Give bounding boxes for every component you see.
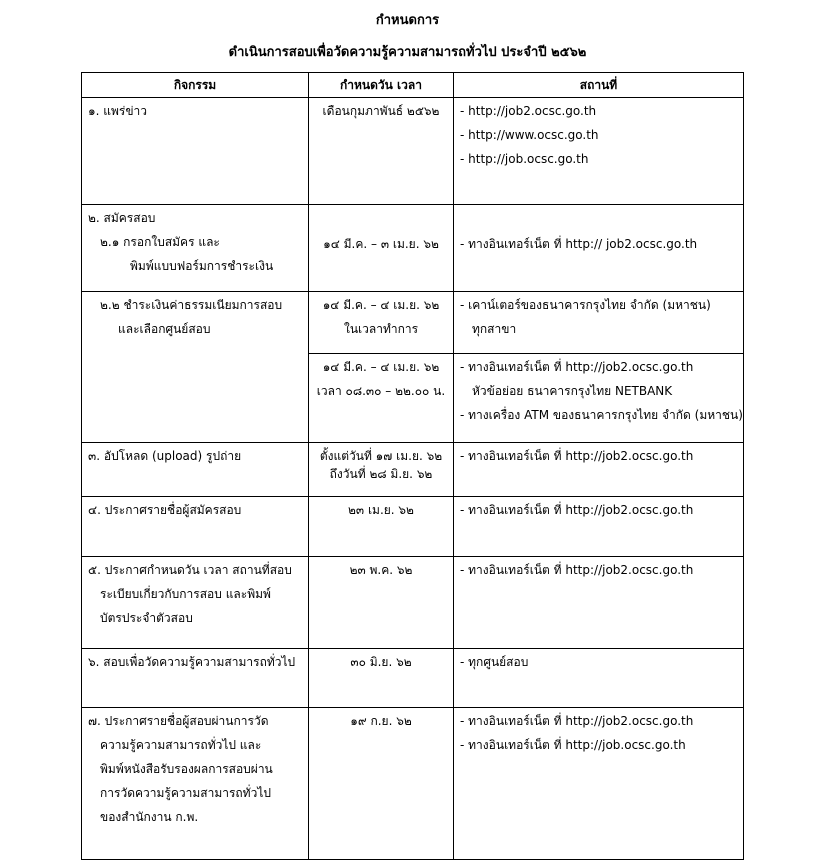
- datetime-cell: [309, 649, 454, 708]
- datetime-cell: [309, 98, 454, 205]
- document-subtitle: ดำเนินการสอบเพื่อวัดความรู้ความสามารถทั่วไป ประจำปี ๒๕๖๒: [228, 45, 587, 60]
- datetime-text: ๑๙ ก.ย. ๖๒: [350, 714, 412, 728]
- table-row: [82, 205, 744, 292]
- place-text: - ทางอินเทอร์เน็ต ที่ http://job2.ocsc.go.th: [460, 503, 694, 517]
- activity-text: ๕. ประกาศกำหนดวัน เวลา สถานที่สอบ: [88, 563, 292, 577]
- datetime-text: ๓๐ มิ.ย. ๖๒: [350, 655, 412, 669]
- datetime-text: ตั้งแต่วันที่ ๑๗ เม.ย. ๖๒: [319, 449, 443, 463]
- activity-text: พิมพ์หนังสือรับรองผลการสอบผ่าน: [100, 762, 273, 776]
- datetime-cell: [309, 443, 454, 497]
- activity-text: ๓. อัปโหลด (upload) รูปถ่าย: [88, 449, 242, 463]
- table-row: [82, 649, 744, 708]
- activity-text: ความรู้ความสามารถทั่วไป และ: [100, 738, 262, 752]
- place-link[interactable]: - http://job.ocsc.go.th: [460, 152, 589, 166]
- place-cell: [454, 443, 744, 497]
- activity-cell: [82, 443, 309, 497]
- datetime-text: ๒๓ เม.ย. ๖๒: [348, 503, 414, 517]
- datetime-text: เวลา ๐๘.๓๐ – ๒๒.๐๐ น.: [316, 384, 446, 398]
- schedule-table: [81, 72, 744, 860]
- activity-text: บัตรประจำตัวสอบ: [100, 611, 193, 625]
- place-text: - ทางอินเทอร์เน็ต ที่ http:// job2.ocsc.go.th: [460, 237, 698, 251]
- activity-text: ๑. แพร่ข่าว: [88, 104, 148, 118]
- place-text: หัวข้อย่อย ธนาคารกรุงไทย NETBANK: [472, 384, 673, 398]
- datetime-text: ถึงวันที่ ๒๘ มิ.ย. ๖๒: [329, 467, 433, 481]
- place-text: - ทางอินเทอร์เน็ต ที่ http://job2.ocsc.go.th: [460, 449, 694, 463]
- activity-cell: [82, 98, 309, 205]
- activity-text: ของสำนักงาน ก.พ.: [100, 810, 199, 824]
- place-link[interactable]: - http://www.ocsc.go.th: [460, 128, 599, 142]
- place-text: - ทุกศูนย์สอบ: [460, 655, 529, 669]
- datetime-cell: [309, 205, 454, 292]
- datetime-text: ๑๔ มี.ค. – ๔ เม.ย. ๖๒: [322, 298, 440, 312]
- datetime-text: ในเวลาทำการ: [343, 322, 419, 336]
- place-cell: [454, 497, 744, 557]
- activity-text: ๗. ประกาศรายชื่อผู้สอบผ่านการวัด: [88, 714, 269, 728]
- sub-activity-text: ๒.๒ ชำระเงินค่าธรรมเนียมการสอบ: [100, 298, 283, 312]
- activity-cell: [82, 205, 309, 292]
- datetime-cell: [309, 292, 454, 354]
- place-link[interactable]: - http://job2.ocsc.go.th: [460, 104, 597, 118]
- place-text: - ทางอินเทอร์เน็ต ที่ http://job2.ocsc.go.th: [460, 714, 694, 728]
- place-cell: [454, 354, 744, 443]
- datetime-cell: [309, 497, 454, 557]
- datetime-text: ๒๓ พ.ค. ๖๒: [349, 563, 413, 577]
- sub-activity-text: พิมพ์แบบฟอร์มการชำระเงิน: [130, 259, 274, 273]
- activity-cell: [82, 497, 309, 557]
- header-datetime: กำหนดวัน เวลา: [309, 73, 454, 98]
- place-text: - ทางอินเทอร์เน็ต ที่ http://job2.ocsc.go.th: [460, 563, 694, 577]
- activity-cell: [82, 292, 309, 443]
- sub-activity-text: ๒.๑ กรอกใบสมัคร และ: [100, 235, 220, 249]
- datetime-cell: [309, 557, 454, 649]
- activity-text: การวัดความรู้ความสามารถทั่วไป: [100, 786, 271, 800]
- activity-text: ๔. ประกาศรายชื่อผู้สมัครสอบ: [88, 503, 242, 517]
- datetime-text: เดือนกุมภาพันธ์ ๒๕๖๒: [322, 104, 440, 118]
- activity-text: ระเบียบเกี่ยวกับการสอบ และพิมพ์: [100, 587, 271, 601]
- place-cell: [454, 205, 744, 292]
- datetime-text: ๑๔ มี.ค. – ๓ เม.ย. ๖๒: [323, 237, 439, 251]
- activity-cell: [82, 557, 309, 649]
- header-activity: กิจกรรม: [82, 73, 309, 98]
- activity-text: ๒. สมัครสอบ: [88, 211, 156, 225]
- sub-activity-text: และเลือกศูนย์สอบ: [118, 322, 211, 336]
- table-row: [82, 708, 744, 860]
- datetime-text: ๑๔ มี.ค. – ๔ เม.ย. ๖๒: [322, 360, 440, 374]
- table-row: [82, 557, 744, 649]
- place-text: - ทางอินเทอร์เน็ต ที่ http://job.ocsc.go.th: [460, 738, 686, 752]
- header-place: สถานที่: [454, 73, 744, 98]
- place-text: ทุกสาขา: [472, 322, 517, 336]
- activity-cell: [82, 708, 309, 860]
- place-text: - ทางเครื่อง ATM ของธนาคารกรุงไทย จำกัด (มหาชน): [460, 408, 743, 422]
- table-row: [82, 292, 744, 354]
- datetime-cell: [309, 354, 454, 443]
- table-row: [82, 497, 744, 557]
- document-title: กำหนดการ: [375, 13, 440, 28]
- place-cell: [454, 292, 744, 354]
- activity-cell: [82, 649, 309, 708]
- place-cell: [454, 557, 744, 649]
- place-cell: [454, 98, 744, 205]
- place-cell: [454, 708, 744, 860]
- place-text: - เคาน์เตอร์ของธนาคารกรุงไทย จำกัด (มหาชน): [460, 298, 711, 312]
- table-row: [82, 98, 744, 205]
- table-row: [82, 443, 744, 497]
- table-header-row: [82, 73, 744, 98]
- activity-text: ๖. สอบเพื่อวัดความรู้ความสามารถทั่วไป: [88, 655, 296, 669]
- place-cell: [454, 649, 744, 708]
- place-text: - ทางอินเทอร์เน็ต ที่ http://job2.ocsc.go.th: [460, 360, 694, 374]
- datetime-cell: [309, 708, 454, 860]
